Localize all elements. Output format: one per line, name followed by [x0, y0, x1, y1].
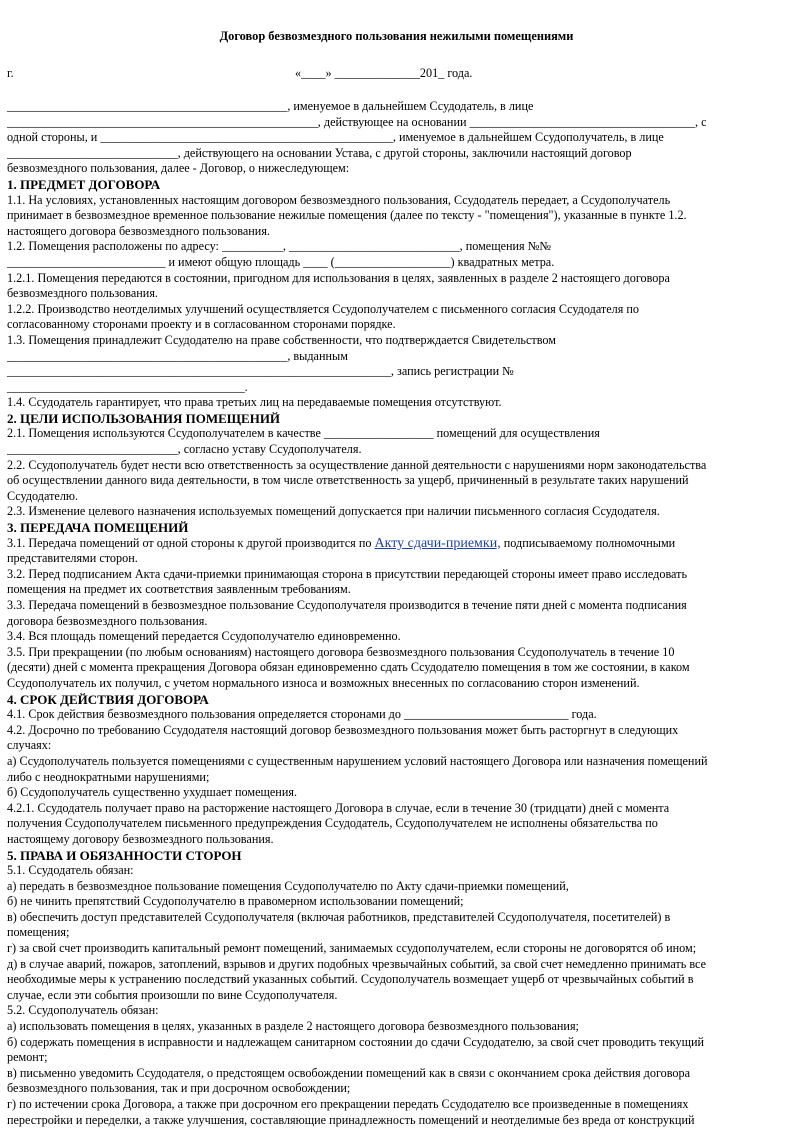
clause-line: 3.5. При прекращении (по любым основаниям) настоящего договора безвозмездного пользования Ссудополучатель в течение 10	[7, 645, 779, 661]
clause-line: 1.3. Помещения принадлежит Ссудодателю на праве собственности, что подтверждается Свидетельством	[7, 333, 779, 349]
document-body	[7, 99, 779, 1128]
clause-line: Ссудодателю.	[7, 489, 779, 505]
clause-line: безвозмездного пользования, так и при досрочном освобождении;	[7, 1081, 779, 1097]
document-title: Договор безвозмездного пользования нежилыми помещениями	[0, 29, 793, 45]
clause-line: 1.2. Помещения расположены по адресу: __________, ____________________________, помещения №№	[7, 239, 779, 255]
clause-line: 2.2. Ссудополучатель будет нести всю ответственность за осуществление данной деятельности с нарушениями норм законодательства	[7, 458, 779, 474]
clause-line: в) письменно уведомить Ссудодателя, о предстоящем освобождении помещений как в связи с окончанием срока действия договора	[7, 1066, 779, 1082]
clause-line: настоящего договора безвозмездного пользования.	[7, 224, 779, 240]
section-heading: 2. ЦЕЛИ ИСПОЛЬЗОВАНИЯ ПОМЕЩЕНИЙ	[7, 411, 779, 427]
preamble-line: безвозмездного пользования, далее - Договор, о нижеследующем:	[7, 161, 779, 177]
clause-line: ремонт;	[7, 1050, 779, 1066]
section-1	[7, 177, 779, 411]
preamble	[7, 99, 779, 177]
clause-line: договора безвозмездного пользования.	[7, 614, 779, 630]
clause-line: 2.3. Изменение целевого назначения используемых помещений допускается при наличии письменного согласия Ссудодателя.	[7, 504, 779, 520]
clause-line: б) содержать помещения в исправности и надлежащем санитарном состоянии до сдачи Ссудодателю, за свой счет проводить текущий	[7, 1035, 779, 1051]
clause-line: в) обеспечить доступ представителей Ссудополучателя (включая работников, представителей Ссудополучателя, посетителей) в	[7, 910, 779, 926]
clause-line: 4.2. Досрочно по требованию Ссудодателя настоящий договор безвозмездного пользования может быть расторгнут в следующих	[7, 723, 779, 739]
act-of-acceptance-link[interactable]: Акту сдачи-приемки,	[375, 536, 501, 551]
clause-line: представителями сторон.	[7, 551, 779, 567]
clause-line: _______________________________________.	[7, 380, 779, 396]
clause-line: 1.2.2. Производство неотделимых улучшений осуществляется Ссудополучателем с письменного согласия Ссудодателя по	[7, 302, 779, 318]
clause-line: 3.3. Передача помещений в безвозмездное пользование Ссудополучателя производится в течение пяти дней с момента подписания	[7, 598, 779, 614]
clause-line: принимает в безвозмездное временное пользование нежилые помещения (далее по тексту - "помещения"), указанные в пункте 1.2.	[7, 208, 779, 224]
clause-line: 1.4. Ссудодатель гарантирует, что права третьих лиц на передаваемые помещения отсутствуют.	[7, 395, 779, 411]
date-field: «____» ______________201_ года.	[295, 66, 472, 82]
clause-line: Ссудополучатель их получил, с учетом нормального износа и возможных внесенных по согласованию сторон изменений.	[7, 676, 779, 692]
clause-line: помещения на предмет их соответствия заявленным требованиям.	[7, 582, 779, 598]
clause-text: подписываемому полномочными	[501, 536, 675, 550]
preamble-line: одной стороны, и ________________________________________________, именуемое в дальнейшем Ссудополучатель, в лице	[7, 130, 779, 146]
clause-line: 4.2.1. Ссудодатель получает право на расторжение настоящего Договора в случае, если в течение 30 (тридцати) дней с момента	[7, 801, 779, 817]
clause-line: необходимые меры к устранению последствий указанных событий. Ссудополучатель возмещает ущерб от чрезвычайных событий в	[7, 972, 779, 988]
place-date-row	[7, 66, 787, 82]
clause-line: г) за свой счет производить капитальный ремонт помещений, занимаемых ссудополучателем, если стороны не договорятся об ином;	[7, 941, 779, 957]
section-2	[7, 411, 779, 520]
clause-line: ____________________________, согласно уставу Ссудополучателя.	[7, 442, 779, 458]
clause-line: 2.1. Помещения используются Ссудополучателем в качестве __________________ помещений для осуществления	[7, 426, 779, 442]
section-4	[7, 692, 779, 848]
clause-line: _______________________________________________________________, запись регистрации №	[7, 364, 779, 380]
clause-line: б) Ссудополучатель существенно ухудшает помещения.	[7, 785, 779, 801]
section-3	[7, 520, 779, 692]
clause-line: безвозмездного пользования.	[7, 286, 779, 302]
section-heading: 1. ПРЕДМЕТ ДОГОВОРА	[7, 177, 779, 193]
clause-line: 4.1. Срок действия безвозмездного пользования определяется сторонами до ___________________________ года.	[7, 707, 779, 723]
clause-line: ______________________________________________, выданным	[7, 349, 779, 365]
section-heading: 3. ПЕРЕДАЧА ПОМЕЩЕНИЙ	[7, 520, 779, 536]
clause-line: г) по истечении срока Договора, а также при досрочном его прекращении передать Ссудодателю все произведенные в помещениях	[7, 1097, 779, 1113]
clause-line: согласованному сторонами проекту и в согласованном сторонами порядке.	[7, 317, 779, 333]
clause-line: б) не чинить препятствий Ссудополучателю в правомерном использовании помещений;	[7, 894, 779, 910]
clause-line: случае, если эти события произошли по вине Ссудополучателя.	[7, 988, 779, 1004]
section-heading: 5. ПРАВА И ОБЯЗАННОСТИ СТОРОН	[7, 848, 779, 864]
clause-line: а) использовать помещения в целях, указанных в разделе 2 настоящего договора безвозмездного пользования;	[7, 1019, 779, 1035]
clause-line: случаях:	[7, 738, 779, 754]
preamble-line: ______________________________________________, именуемое в дальнейшем Ссудодатель, в лице	[7, 99, 779, 115]
clause-line: 1.2.1. Помещения передаются в состоянии, пригодном для использования в целях, заявленных в разделе 2 настоящего договора	[7, 271, 779, 287]
clause-text: 3.1. Передача помещений от одной стороны к другой производится по	[7, 536, 375, 550]
clause-line: об осуществлении данного вида деятельности, в том числе ответственность за ущерб, причиненный в результате таких нарушений	[7, 473, 779, 489]
clause-line: 1.1. На условиях, установленных настоящим договором безвозмездного пользования, Ссудодатель передает, а Ссудополучатель	[7, 193, 779, 209]
clause-line: 3.2. Перед подписанием Акта сдачи-приемки принимающая сторона в присутствии передающей стороны имеет право исследовать	[7, 567, 779, 583]
clause-line: 3.4. Вся площадь помещений передается Ссудополучателю единовременно.	[7, 629, 779, 645]
clause-line: получения Ссудополучателем письменного предупреждения Ссудодатель, Ссудополучателем не исполнены обязательства по	[7, 816, 779, 832]
clause-line: настоящему договору безвозмездного пользования.	[7, 832, 779, 848]
section-heading: 4. СРОК ДЕЙСТВИЯ ДОГОВОРА	[7, 692, 779, 708]
clause-line: помещения;	[7, 925, 779, 941]
clause-line: __________________________ и имеют общую площадь ____ (___________________) квадратных метра.	[7, 255, 779, 271]
preamble-line: ____________________________, действующего на основании Устава, с другой стороны, заключили настоящий договор	[7, 146, 779, 162]
city-field: г.	[7, 66, 14, 82]
clause-line: д) в случае аварий, пожаров, затоплений, взрывов и других подобных чрезвычайных событий, за свой счет немедленно принимать все	[7, 957, 779, 973]
clause-line: а) передать в безвозмездное пользование помещения Ссудополучателю по Акту сдачи-приемки помещений,	[7, 879, 779, 895]
clause-line: перестройки и переделки, а также улучшения, составляющие принадлежность помещений и неотделимые без вреда от конструкций	[7, 1113, 779, 1128]
clause-line: 5.2. Ссудополучатель обязан:	[7, 1003, 779, 1019]
clause-line: (десяти) дней с момента прекращения Договора обязан единовременно сдать Ссудодателю помещения в том же состоянии, в каком	[7, 660, 779, 676]
clause-line	[7, 536, 779, 552]
section-5	[7, 848, 779, 1128]
clause-line: а) Ссудополучатель пользуется помещениями с существенным нарушением условий настоящего Договора или назначения помещений	[7, 754, 779, 770]
clause-line: либо с неоднократными нарушениями;	[7, 770, 779, 786]
preamble-line: ___________________________________________________, действующее на основании _____________________________________, с	[7, 115, 779, 131]
clause-line: 5.1. Ссудодатель обязан:	[7, 863, 779, 879]
